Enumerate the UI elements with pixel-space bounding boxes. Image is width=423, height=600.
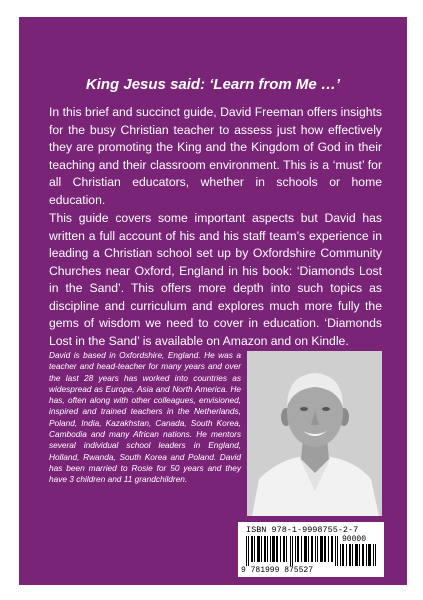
barcode-label [238, 522, 384, 577]
blurb-paragraph-2: This guide covers some important aspects but David has written a full account of his and his staff team’s experience in leading a Christian school set up by Oxfordshire Community Churches near Oxford, England in his book: ‘Diamonds Lost in the Sand’. This offers more depth into such topics as discipline and curriculum and explores much more fully the gems of wisdom we need to cover in education. ‘Diamonds Lost in the Sand’ is available on Amazon and on Kindle. [49, 211, 382, 348]
ean-barcode [246, 536, 338, 566]
blurb-paragraph-1: In this brief and succinct guide, David Freeman offers insights for the busy Christian teacher to assess just how effectively they are promoting the King and the Kingdom of God in their teaching and their classroom environment. This is a ‘must’ for all Christian educators, whether in schools or home education. [49, 105, 382, 207]
ean-number: 9 781999 875527 [241, 566, 314, 575]
author-portrait-illustration [247, 351, 382, 516]
author-bio: David is based in Oxfordshire, England. He was a teacher and head-teacher for many years and over the last 28 years has worked into countries as widespread as Europe, Asia and North America. He has, often along with other colleagues, envisioned, inspired and trained teachers in the Netherlands, Poland, India, Kazakhstan, Canada, South Korea, Cambodia and many African nations. He mentors several individual school leaders in England, Holland, Rwanda, South Korea and Poland. David has been married to Rosie for 50 years and they have 3 children and 11 grandchildren. [49, 350, 241, 485]
addon-barcode [340, 544, 376, 566]
back-cover-heading: King Jesus said: ‘Learn from Me …’ [85, 76, 341, 93]
barcode-addon-number: 90000 [342, 535, 367, 544]
isbn-number: ISBN 978-1-9998755-2-7 [246, 525, 359, 535]
author-photo [247, 351, 382, 516]
